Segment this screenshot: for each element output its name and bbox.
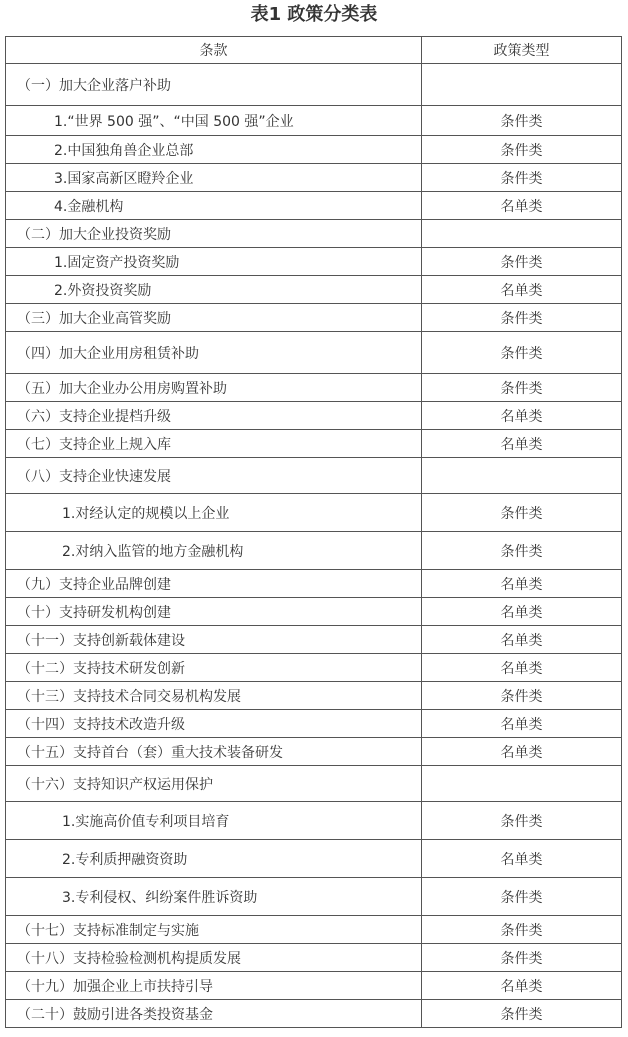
row-item-cell: （十）支持研发机构创建 [6,598,422,626]
row-type-cell: 名单类 [422,598,622,626]
row-item-cell: （十六）支持知识产权运用保护 [6,766,422,802]
table-header-row [6,37,622,64]
row-type-cell: 名单类 [422,654,622,682]
row-item-cell: （十五）支持首台（套）重大技术装备研发 [6,738,422,766]
row-item-cell: （一）加大企业落户补助 [6,64,422,106]
row-type-cell: 名单类 [422,710,622,738]
row-type-cell: 条件类 [422,332,622,374]
row-type-cell: 名单类 [422,430,622,458]
row-item-cell: （四）加大企业用房租赁补助 [6,332,422,374]
row-type-cell: 条件类 [422,374,622,402]
row-type-cell [422,220,622,248]
row-item-cell: 3.专利侵权、纠纷案件胜诉资助 [6,878,422,916]
row-item-cell: （九）支持企业品牌创建 [6,570,422,598]
row-item-cell: （二）加大企业投资奖励 [6,220,422,248]
table-row [6,710,622,738]
row-item-cell: （十八）支持检验检测机构提质发展 [6,944,422,972]
table-row [6,304,622,332]
table-row [6,494,622,532]
row-item-cell: （五）加大企业办公用房购置补助 [6,374,422,402]
row-type-cell: 名单类 [422,738,622,766]
table-row [6,598,622,626]
row-item-cell: 2.外资投资奖励 [6,276,422,304]
row-type-cell: 名单类 [422,840,622,878]
header-item: 条款 [6,37,422,64]
row-type-cell: 条件类 [422,802,622,840]
row-item-cell: （八）支持企业快速发展 [6,458,422,494]
policy-table [5,36,622,1028]
row-type-cell: 条件类 [422,248,622,276]
row-item-cell: （十四）支持技术改造升级 [6,710,422,738]
row-item-cell: （七）支持企业上规入库 [6,430,422,458]
row-item-cell: （十二）支持技术研发创新 [6,654,422,682]
table-row [6,840,622,878]
table-row [6,136,622,164]
row-item-cell: 1.固定资产投资奖励 [6,248,422,276]
row-type-cell: 名单类 [422,192,622,220]
row-item-cell: （十一）支持创新载体建设 [6,626,422,654]
row-type-cell: 条件类 [422,878,622,916]
row-type-cell: 名单类 [422,570,622,598]
table-title: 表1 政策分类表 [250,4,378,25]
row-type-cell [422,458,622,494]
row-type-cell: 条件类 [422,682,622,710]
row-type-cell: 条件类 [422,944,622,972]
table-row [6,458,622,494]
row-item-cell: （六）支持企业提档升级 [6,402,422,430]
table-row [6,220,622,248]
table-row [6,570,622,598]
table-row [6,626,622,654]
row-item-cell: 2.专利质押融资资助 [6,840,422,878]
table-row [6,402,622,430]
row-type-cell [422,64,622,106]
row-item-cell: （十七）支持标准制定与实施 [6,916,422,944]
table-row [6,106,622,136]
table-row [6,972,622,1000]
row-type-cell: 条件类 [422,164,622,192]
table-row [6,532,622,570]
table-row [6,332,622,374]
row-type-cell: 名单类 [422,402,622,430]
table-row [6,878,622,916]
row-item-cell: 1.实施高价值专利项目培育 [6,802,422,840]
row-item-cell: （二十）鼓励引进各类投资基金 [6,1000,422,1028]
row-item-cell: 2.对纳入监管的地方金融机构 [6,532,422,570]
table-row [6,276,622,304]
row-type-cell: 名单类 [422,276,622,304]
table-row [6,766,622,802]
table-row [6,374,622,402]
row-item-cell: 3.国家高新区瞪羚企业 [6,164,422,192]
row-type-cell: 条件类 [422,304,622,332]
row-type-cell: 条件类 [422,916,622,944]
row-item-cell: （三）加大企业高管奖励 [6,304,422,332]
row-type-cell: 名单类 [422,972,622,1000]
table-row [6,430,622,458]
table-row [6,944,622,972]
row-item-cell: （十三）支持技术合同交易机构发展 [6,682,422,710]
table-body [6,64,622,1028]
table-row [6,64,622,106]
table-row [6,1000,622,1028]
table-row [6,654,622,682]
table-row [6,738,622,766]
row-type-cell: 条件类 [422,494,622,532]
row-type-cell: 名单类 [422,626,622,654]
row-type-cell [422,766,622,802]
table-row [6,916,622,944]
row-type-cell: 条件类 [422,136,622,164]
row-type-cell: 条件类 [422,106,622,136]
table-row [6,192,622,220]
table-row [6,682,622,710]
table-row [6,164,622,192]
table-row [6,802,622,840]
table-row [6,248,622,276]
row-item-cell: 4.金融机构 [6,192,422,220]
row-item-cell: 2.中国独角兽企业总部 [6,136,422,164]
row-item-cell: （十九）加强企业上市扶持引导 [6,972,422,1000]
header-type: 政策类型 [422,37,622,64]
row-item-cell: 1.对经认定的规模以上企业 [6,494,422,532]
row-type-cell: 条件类 [422,1000,622,1028]
row-item-cell: 1.“世界 500 强”、“中国 500 强”企业 [6,106,422,136]
row-type-cell: 条件类 [422,532,622,570]
